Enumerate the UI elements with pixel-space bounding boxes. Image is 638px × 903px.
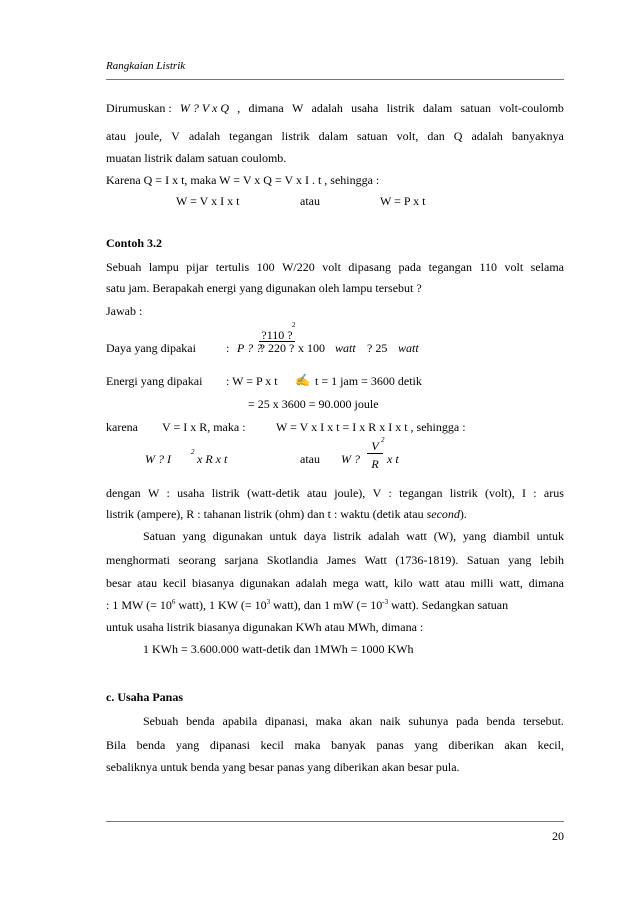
- formula-w-pt: W = P x t: [380, 194, 426, 208]
- word: tegangan: [399, 486, 443, 500]
- para1-line3: muatan listrik dalam satuan coulomb.: [106, 151, 287, 165]
- word: Satuan: [466, 553, 500, 567]
- power-lhs: P ? ?: [237, 341, 263, 355]
- formula-i2rt-lhs: W ? I: [145, 452, 171, 466]
- word: joule,: [135, 129, 163, 143]
- word: joule),: [334, 486, 366, 500]
- para2-line2: [106, 507, 467, 522]
- word: maka: [294, 738, 321, 752]
- energy-time: t = 1 jam = 3600 detik: [315, 374, 422, 388]
- l6-a: : 1 MW (= 10: [106, 598, 172, 612]
- word: dalam: [422, 101, 453, 115]
- word: dipasang: [348, 260, 392, 274]
- word: listrik: [281, 129, 310, 143]
- word: kilo: [394, 576, 413, 590]
- power-fraction: [259, 329, 295, 355]
- word: yang: [175, 738, 200, 752]
- karena-ohm: V = I x R, maka :: [162, 420, 246, 434]
- word: dimana: [248, 101, 284, 115]
- word: mega: [332, 576, 359, 590]
- word: tegangan: [428, 260, 472, 274]
- fraction-denominator: ? 220 ?: [259, 341, 295, 355]
- formula-w-vit: W = V x I x t: [176, 194, 240, 208]
- word: digunakan: [239, 576, 290, 590]
- word: atau: [137, 576, 158, 590]
- word: (watt-detik: [247, 486, 300, 500]
- word: yang: [414, 738, 438, 752]
- word: kecil: [260, 738, 284, 752]
- word: maka: [315, 714, 342, 728]
- word: watt,: [499, 576, 523, 590]
- l6-exp2: 3: [266, 598, 271, 606]
- word: untuk: [536, 529, 564, 543]
- word: benda: [136, 738, 166, 752]
- section-title: c. Usaha Panas: [106, 690, 184, 704]
- word: milli: [470, 576, 494, 590]
- formula-atau: atau: [300, 194, 320, 208]
- word: panas: [376, 738, 404, 752]
- word: Watt: [364, 553, 387, 567]
- word: atau: [444, 576, 465, 590]
- example-line1: [106, 260, 564, 275]
- word: W: [291, 101, 304, 115]
- word: banyaknya: [511, 129, 564, 143]
- word: Satuan: [143, 529, 176, 543]
- section-line3: sebaliknya untuk benda yang besar panas yang diberikan akan besar pula.: [106, 760, 460, 774]
- word: benda: [486, 714, 516, 728]
- word: W: [147, 486, 160, 500]
- word: V: [372, 486, 382, 500]
- energy-label: Energi yang dipakai: [106, 374, 203, 388]
- word: usaha: [177, 486, 205, 500]
- word: pijar: [186, 260, 209, 274]
- l6-b: watt), 1 KW (= 10: [175, 598, 267, 612]
- word: volt,: [396, 129, 419, 143]
- word: akan: [349, 714, 373, 728]
- word: tegangan: [229, 129, 273, 143]
- word: :: [533, 486, 537, 500]
- energy-calc: = 25 x 3600 = 90.000 joule: [248, 397, 379, 411]
- word: (W),: [433, 529, 457, 543]
- word: apabila: [222, 714, 258, 728]
- word: satuan: [356, 129, 388, 143]
- formula-v2r-num: V: [367, 440, 383, 454]
- formula-i2rt-rhs: x R x t: [197, 452, 228, 466]
- word: V: [171, 129, 180, 143]
- word: sarjana: [224, 553, 259, 567]
- word: dipanasi: [209, 738, 250, 752]
- para2-line2-a: listrik (ampere), R : tahanan listrik (ohm) dan t : waktu (detik atau: [106, 507, 427, 521]
- word: biasanya: [192, 576, 235, 590]
- word: ,: [237, 101, 241, 115]
- formula-i2rt-exp: 2: [191, 448, 195, 456]
- word: besar: [106, 576, 132, 590]
- word: volt: [322, 260, 341, 274]
- para2-line3: [143, 529, 564, 544]
- section-line2: [106, 738, 564, 753]
- power-result: ? 25: [367, 341, 388, 355]
- page-number: 20: [552, 829, 564, 843]
- formula-v2r-lhs: W ?: [341, 452, 360, 466]
- word: Sebuah: [143, 714, 179, 728]
- word: satuan: [460, 101, 492, 115]
- word: listrik: [211, 486, 240, 500]
- pencil-icon: ✍: [295, 373, 310, 387]
- karena-work: W = V x I x t = I x R x I x t , sehingga :: [276, 420, 466, 434]
- para2-line6: [106, 598, 508, 613]
- example-line2: satu jam. Berapakah energi yang digunakan oleh lampu tersebut ?: [106, 281, 422, 295]
- word: arus: [543, 486, 564, 500]
- word: benda: [186, 714, 215, 728]
- word: W ? V x Q: [179, 101, 229, 115]
- word: (1736-1819).: [395, 553, 459, 567]
- word: Dirumuskan :: [106, 101, 172, 115]
- section-line1: [143, 714, 564, 729]
- word: adalah: [188, 129, 221, 143]
- power-colon: :: [226, 341, 230, 355]
- word: dalam: [318, 129, 348, 143]
- word: suhunya: [408, 714, 449, 728]
- para2-line4: [106, 553, 564, 568]
- word: Skotlandia: [266, 553, 319, 567]
- karena-word: karena: [106, 420, 138, 434]
- word: atau: [106, 129, 126, 143]
- word: dan: [427, 129, 445, 143]
- word: watt: [418, 576, 440, 590]
- para2-line2-b: ).: [459, 507, 467, 521]
- word: usaha: [351, 101, 379, 115]
- word: dimana: [528, 576, 564, 590]
- power-times: x 100: [298, 341, 325, 355]
- word: daya: [303, 529, 327, 543]
- power-label: Daya yang dipakai: [106, 341, 196, 355]
- formula-v2r-rhs: x t: [387, 452, 399, 466]
- para2-line2-italic: second: [426, 507, 460, 521]
- word: James: [326, 553, 357, 567]
- word: Sebuah: [106, 260, 142, 274]
- word: adalah: [311, 101, 343, 115]
- word: 110: [479, 260, 498, 274]
- word: lebih: [539, 553, 564, 567]
- kwh-conversion: 1 KWh = 3.600.000 watt-detik dan 1MWh = 1000 KWh: [143, 642, 414, 656]
- word: kecil: [162, 576, 187, 590]
- word: volt: [504, 260, 524, 274]
- para1-line4: Karena Q = I x t, maka W = V x Q = V x I . t , sehingga :: [106, 173, 380, 187]
- word: I: [522, 486, 526, 500]
- footer-rule: [106, 821, 564, 822]
- word: tertulis: [215, 260, 250, 274]
- formula-v2r-num-exp: 2: [381, 436, 385, 444]
- answer-label: Jawab :: [106, 304, 143, 318]
- para2-line1: [106, 486, 564, 501]
- power-unit2: watt: [398, 341, 419, 355]
- word: 100: [256, 260, 275, 274]
- word: yang: [508, 553, 532, 567]
- word: yang: [462, 529, 487, 543]
- word: diberikan: [448, 738, 494, 752]
- word: untuk: [269, 529, 297, 543]
- word: diambil: [493, 529, 530, 543]
- word: dengan: [106, 486, 141, 500]
- word: listrik: [449, 486, 478, 500]
- power-unit1: watt: [335, 341, 356, 355]
- formula-atau-2: atau: [300, 452, 320, 466]
- word: pada: [456, 714, 479, 728]
- example-title: Contoh 3.2: [106, 236, 163, 250]
- word: adalah: [368, 529, 400, 543]
- word: adalah: [295, 576, 327, 590]
- word: watt,: [364, 576, 389, 590]
- energy-formula: : W = P x t: [226, 374, 278, 388]
- word: pada: [398, 260, 422, 274]
- word: atau: [307, 486, 328, 500]
- para2-line5: [106, 576, 564, 591]
- word: volt-coulomb: [499, 101, 564, 115]
- l6-exp1: 6: [171, 598, 176, 606]
- l6-exp3: -3: [382, 598, 389, 606]
- l6-d: watt). Sedangkan satuan: [388, 598, 509, 612]
- para1-line2: [106, 129, 564, 144]
- word: naik: [379, 714, 401, 728]
- word: Q: [453, 129, 463, 143]
- para1-line1: [106, 101, 564, 116]
- formula-v2r-den: R: [371, 457, 379, 471]
- word: yang: [182, 529, 206, 543]
- word: dipanasi,: [264, 714, 308, 728]
- word: menghormati: [106, 553, 170, 567]
- word: adalah: [471, 129, 503, 143]
- l6-c: watt), dan 1 mW (= 10: [270, 598, 383, 612]
- word: watt: [406, 529, 427, 543]
- word: Bila: [106, 738, 126, 752]
- running-header: Rangkaian Listrik: [106, 60, 186, 72]
- word: :: [166, 486, 170, 500]
- header-rule: [106, 79, 564, 80]
- word: lampu: [148, 260, 179, 274]
- word: listrik: [386, 101, 415, 115]
- word: tersebut.: [522, 714, 564, 728]
- word: selama: [530, 260, 564, 274]
- word: banyak: [331, 738, 366, 752]
- word: (volt),: [485, 486, 515, 500]
- word: seorang: [178, 553, 216, 567]
- word: digunakan: [212, 529, 263, 543]
- power-exponent: 2: [292, 321, 296, 329]
- word: :: [388, 486, 392, 500]
- para2-line7: untuk usaha listrik biasanya digunakan KWh atau MWh, dimana :: [106, 620, 424, 634]
- word: akan: [504, 738, 528, 752]
- word: kecil,: [537, 738, 564, 752]
- fraction-numerator: ?110 ?: [259, 329, 295, 342]
- word: W/220: [282, 260, 315, 274]
- word: listrik: [333, 529, 362, 543]
